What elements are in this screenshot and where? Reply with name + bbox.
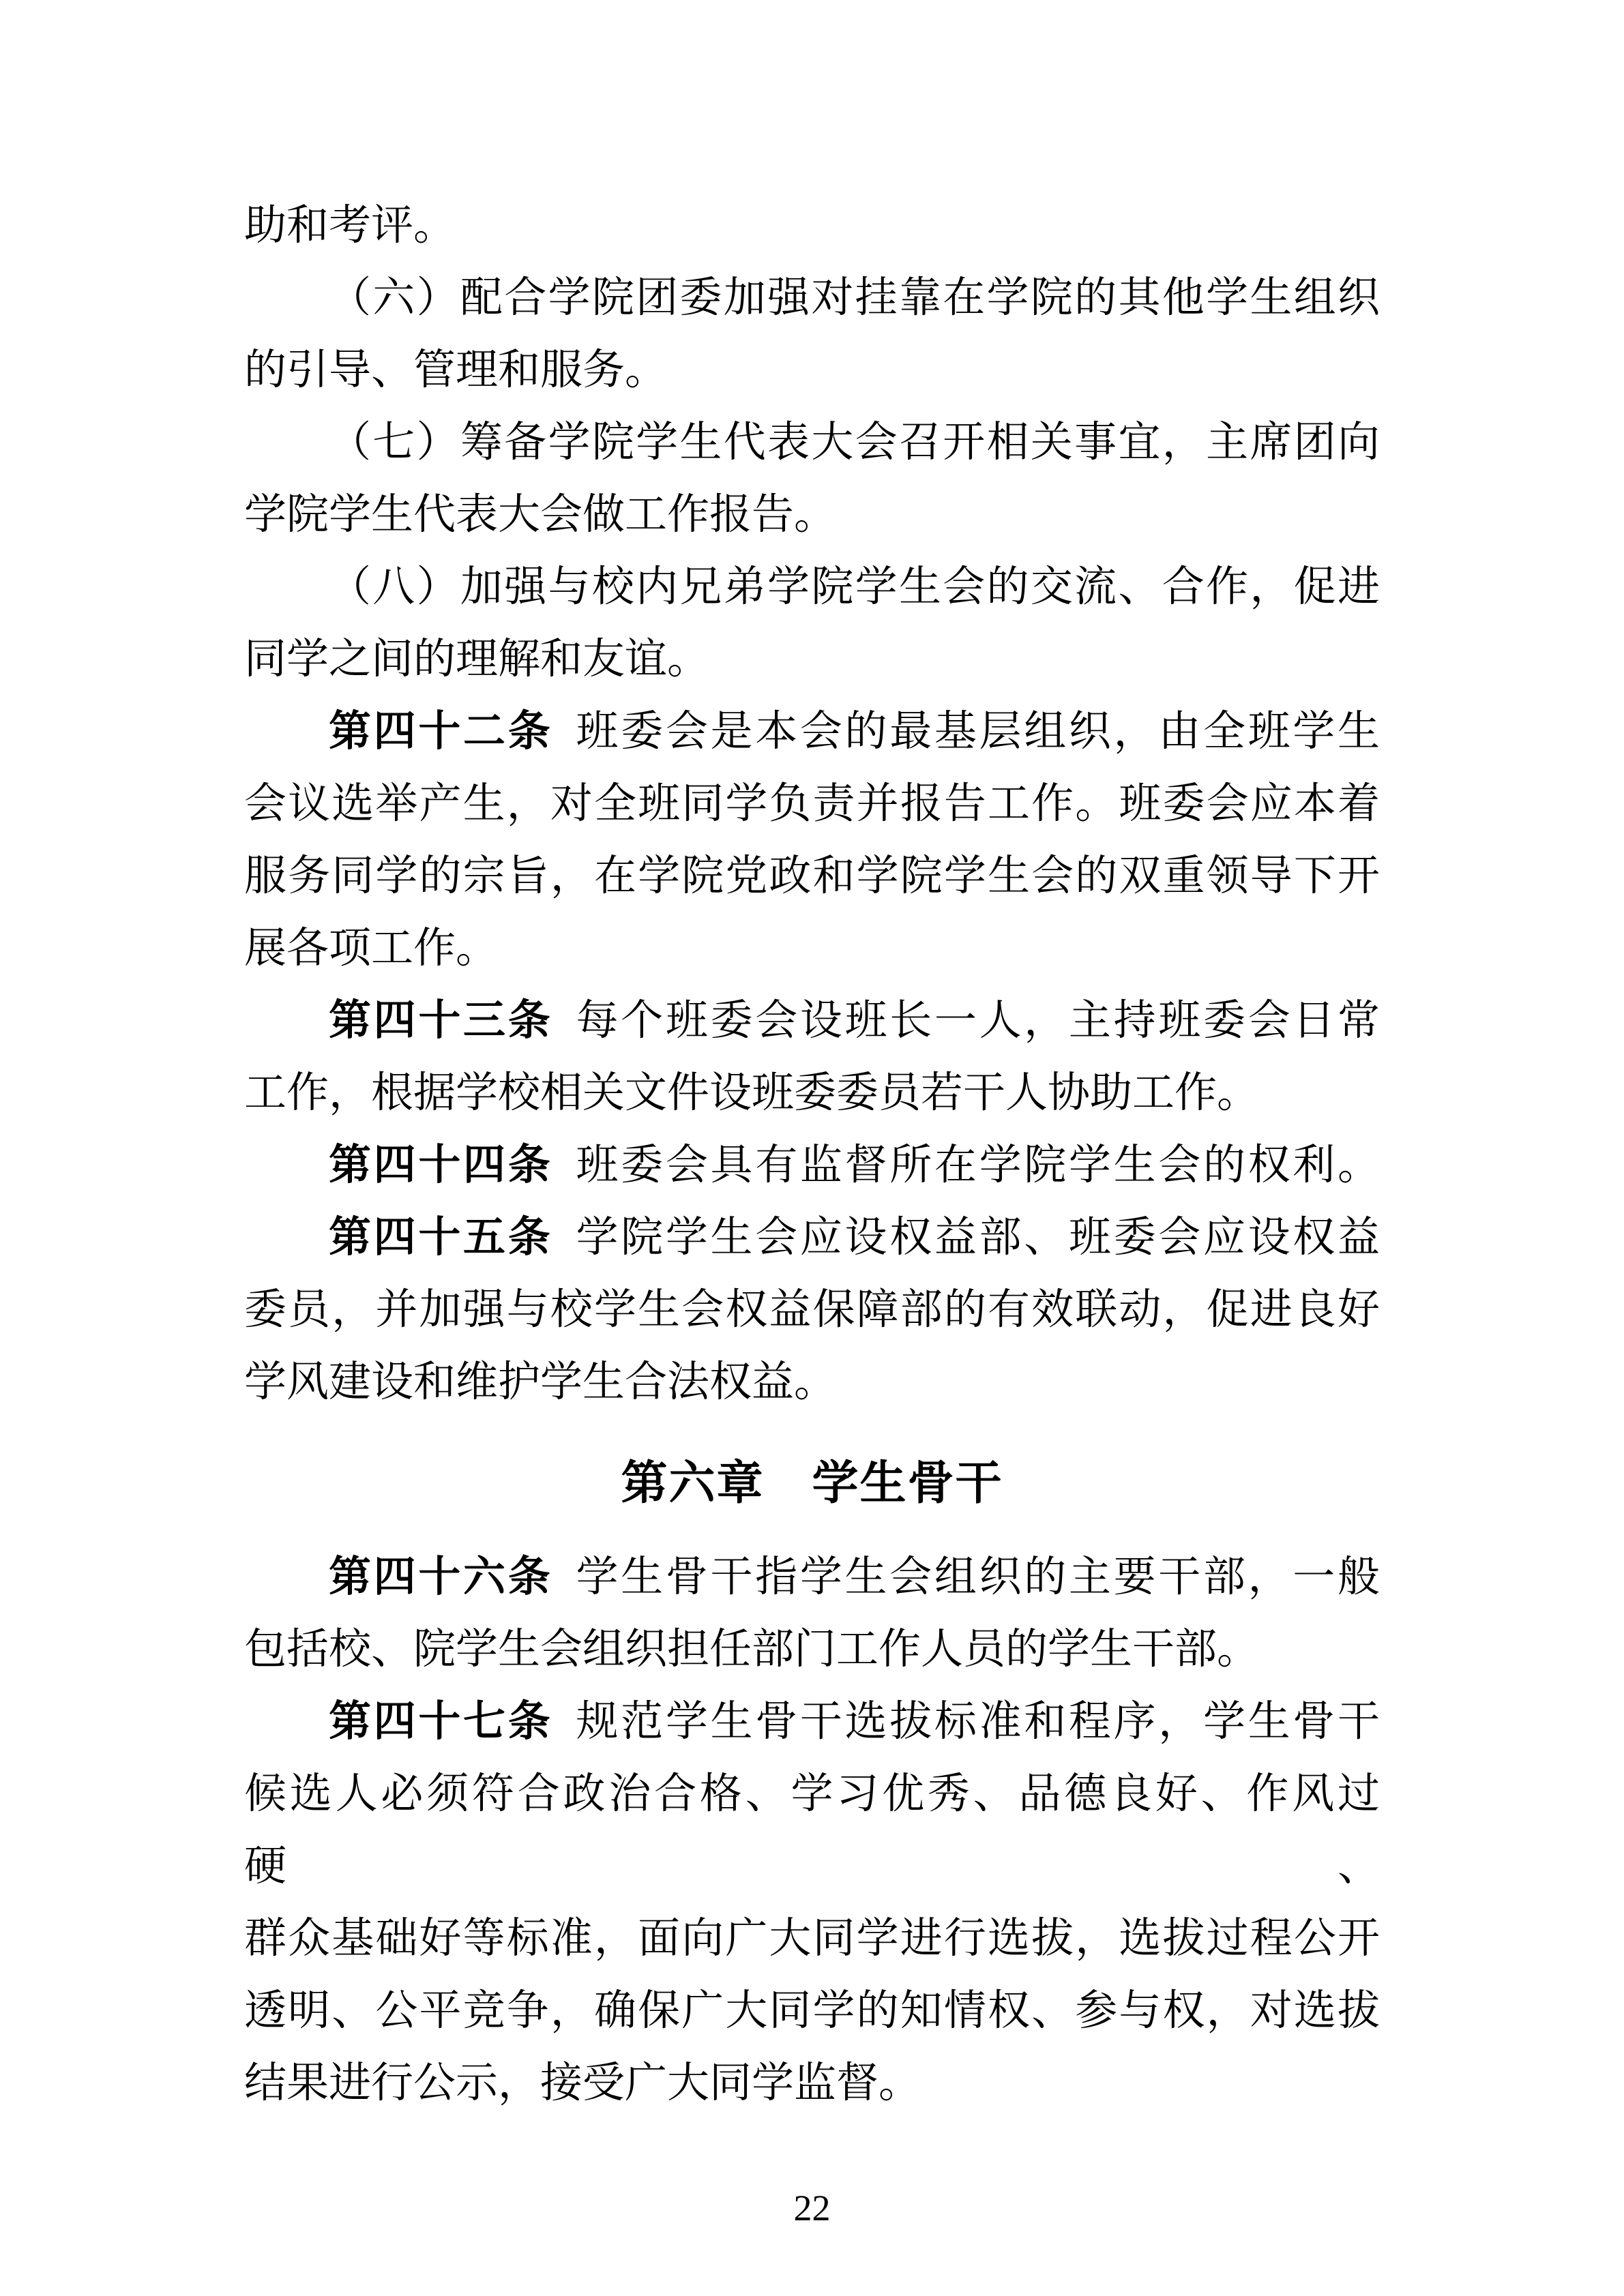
article-number: 第四十六条 <box>329 1554 553 1600</box>
text-line <box>244 696 1380 768</box>
text-line <box>244 262 1380 334</box>
text-line <box>244 1202 1380 1274</box>
text-line <box>244 623 1380 696</box>
line-text: 展各项工作。 <box>244 925 499 972</box>
text-line <box>244 190 1380 262</box>
article-number: 第四十四条 <box>329 1142 553 1189</box>
line-text: 每个班委会设班长一人，主持班委会日常 <box>576 998 1380 1044</box>
line-text: 学院学生代表大会做工作报告。 <box>244 492 837 538</box>
text-line <box>244 479 1380 551</box>
line-text: 服务同学的宗旨，在学院党政和学院学生会的双重领导下开 <box>244 853 1380 899</box>
article-number: 第四十七条 <box>329 1699 553 1745</box>
line-text: 结果进行公示，接受广大同学监督。 <box>244 2060 921 2106</box>
text-line <box>244 1758 1380 1903</box>
line-text: 班委会是本会的最基层组织，由全班学生 <box>576 709 1380 755</box>
line-text: 委员，并加强与校学生会权益保障部的有效联动，促进良好 <box>244 1287 1380 1333</box>
text-line <box>244 1903 1380 1975</box>
line-text: 助和考评。 <box>244 203 456 249</box>
text-line <box>244 768 1380 840</box>
article-number: 第四十三条 <box>329 998 553 1044</box>
text-line <box>244 1129 1380 1202</box>
text-line <box>244 1686 1380 1758</box>
text-line <box>244 840 1380 912</box>
line-text: 群众基础好等标准，面向广大同学进行选拔，选拔过程公开 <box>244 1915 1380 1962</box>
line-text: 包括校、院学生会组织担任部门工作人员的学生干部。 <box>244 1626 1260 1673</box>
line-text: 透明、公平竞争，确保广大同学的知情权、参与权，对选拔 <box>244 1988 1380 2034</box>
text-line <box>244 985 1380 1057</box>
line-text: 学院学生会应设权益部、班委会应设权益 <box>576 1214 1380 1261</box>
text-line <box>244 1057 1380 1129</box>
line-text: 学风建设和维护学生合法权益。 <box>244 1359 837 1405</box>
article-number: 第四十五条 <box>329 1214 553 1261</box>
line-text: 的引导、管理和服务。 <box>244 347 668 393</box>
line-text: （六）配合学院团委加强对挂靠在学院的其他学生组织 <box>329 275 1380 321</box>
text-line <box>244 1346 1380 1418</box>
line-text: （七）筹备学院学生代表大会召开相关事宜，主席团向 <box>329 419 1380 466</box>
page-number: 22 <box>793 2188 831 2228</box>
chapter-heading: 第六章 学生骨干 <box>621 1457 1003 1509</box>
document-body <box>244 190 1380 2244</box>
text-line <box>244 551 1380 623</box>
line-text: 工作，根据学校相关文件设班委委员若干人协助工作。 <box>244 1070 1260 1116</box>
line-text: 会议选举产生，对全班同学负责并报告工作。班委会应本着 <box>244 781 1380 827</box>
text-line <box>244 1541 1380 1613</box>
line-text: 规范学生骨干选拔标准和程序，学生骨干 <box>576 1699 1380 1745</box>
line-text: 同学之间的理解和友谊。 <box>244 636 710 683</box>
text-line <box>244 912 1380 985</box>
line-text: （八）加强与校内兄弟学院学生会的交流、合作，促进 <box>329 564 1380 610</box>
text-line <box>244 2047 1380 2119</box>
text-line <box>244 334 1380 406</box>
article-number: 第四十二条 <box>329 709 553 755</box>
line-text: 学生骨干指学生会组织的主要干部，一般 <box>576 1554 1380 1600</box>
line-text: 班委会具有监督所在学院学生会的权利。 <box>576 1142 1380 1189</box>
text-line <box>244 406 1380 479</box>
text-line <box>244 1613 1380 1686</box>
text-line <box>244 1975 1380 2047</box>
line-text: 候选人必须符合政治合格、学习优秀、品德良好、作风过硬、 <box>244 1771 1380 1890</box>
text-line <box>244 1274 1380 1346</box>
